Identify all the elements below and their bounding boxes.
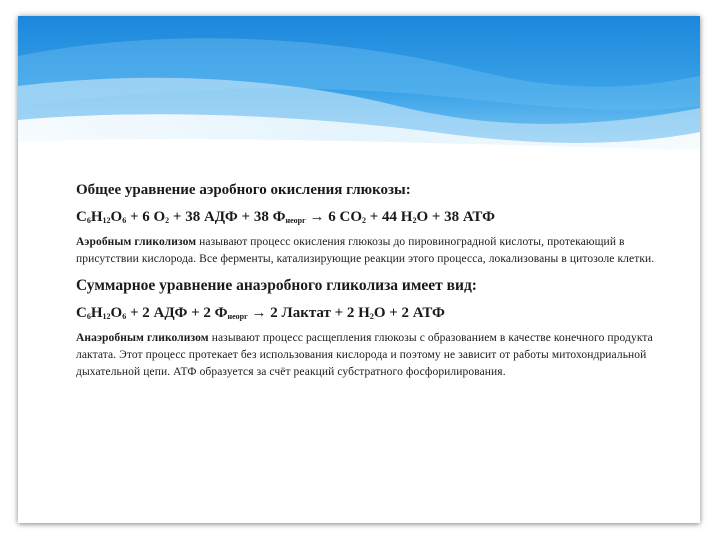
eq-part: O [110, 305, 123, 321]
eq-part: C [76, 209, 87, 225]
eq-part: → 6 CO [305, 209, 362, 225]
eq-subscript: 2 [412, 216, 417, 225]
aerobic-paragraph [76, 234, 656, 268]
anaerobic-paragraph-text: называют процесс расщепления глюкозы с образованием в качестве конечного продукта лактата. Этот процесс протекает без использования кислорода и поэтому не зависит от работы митохондриальной дыхательной цепи. АТФ образуется за счёт реакций субстратного фосфорилирования. [76, 332, 653, 378]
wave-graphic [18, 16, 700, 156]
eq-subscript: 6 [122, 216, 127, 225]
section1-heading: Общее уравнение аэробного окисления глюкозы: [76, 182, 411, 198]
aerobic-paragraph-text: называют процесс окисления глюкозы до пировиноградной кислоты, протекающий в присутствии кислорода. Все ферменты, катализирующие реакции этого процесса, локализованы в цитозоле клетки. [76, 236, 655, 265]
eq-part: C [76, 305, 87, 321]
eq-subscript: 2 [361, 216, 366, 225]
eq-part: O [110, 209, 123, 225]
anaerobic-equation [76, 302, 656, 324]
eq-subscript: 2 [165, 216, 170, 225]
eq-part: O + 2 АТФ [373, 305, 445, 321]
eq-subscript: 6 [122, 312, 127, 321]
eq-part: O + 38 АТФ [416, 209, 495, 225]
eq-subscript: 2 [369, 312, 374, 321]
eq-part: + 38 АДФ + 38 Ф [169, 209, 286, 225]
aerobic-equation [76, 206, 656, 228]
aerobic-term: Аэробным гликолизом [76, 236, 197, 248]
eq-subscript: 6 [86, 312, 91, 321]
section2-heading: Суммарное уравнение анаэробного гликолиза имеет вид: [76, 277, 477, 294]
anaerobic-paragraph [76, 330, 656, 381]
eq-subscript: 12 [102, 216, 111, 225]
slide [18, 16, 700, 523]
eq-part: + 44 H [365, 209, 413, 225]
eq-subscript: неорг [285, 216, 306, 225]
header-wave-banner [18, 16, 700, 156]
eq-part: → 2 Лактат + 2 H [247, 305, 370, 321]
eq-subscript: 12 [102, 312, 111, 321]
eq-part: H [90, 305, 103, 321]
slide-content [76, 180, 656, 389]
eq-part: + 6 O [126, 209, 166, 225]
eq-subscript: неорг [227, 312, 248, 321]
eq-part: H [90, 209, 103, 225]
eq-part: + 2 АДФ + 2 Ф [126, 305, 228, 321]
eq-subscript: 6 [86, 216, 91, 225]
anaerobic-term: Анаэробным гликолизом [76, 332, 209, 344]
